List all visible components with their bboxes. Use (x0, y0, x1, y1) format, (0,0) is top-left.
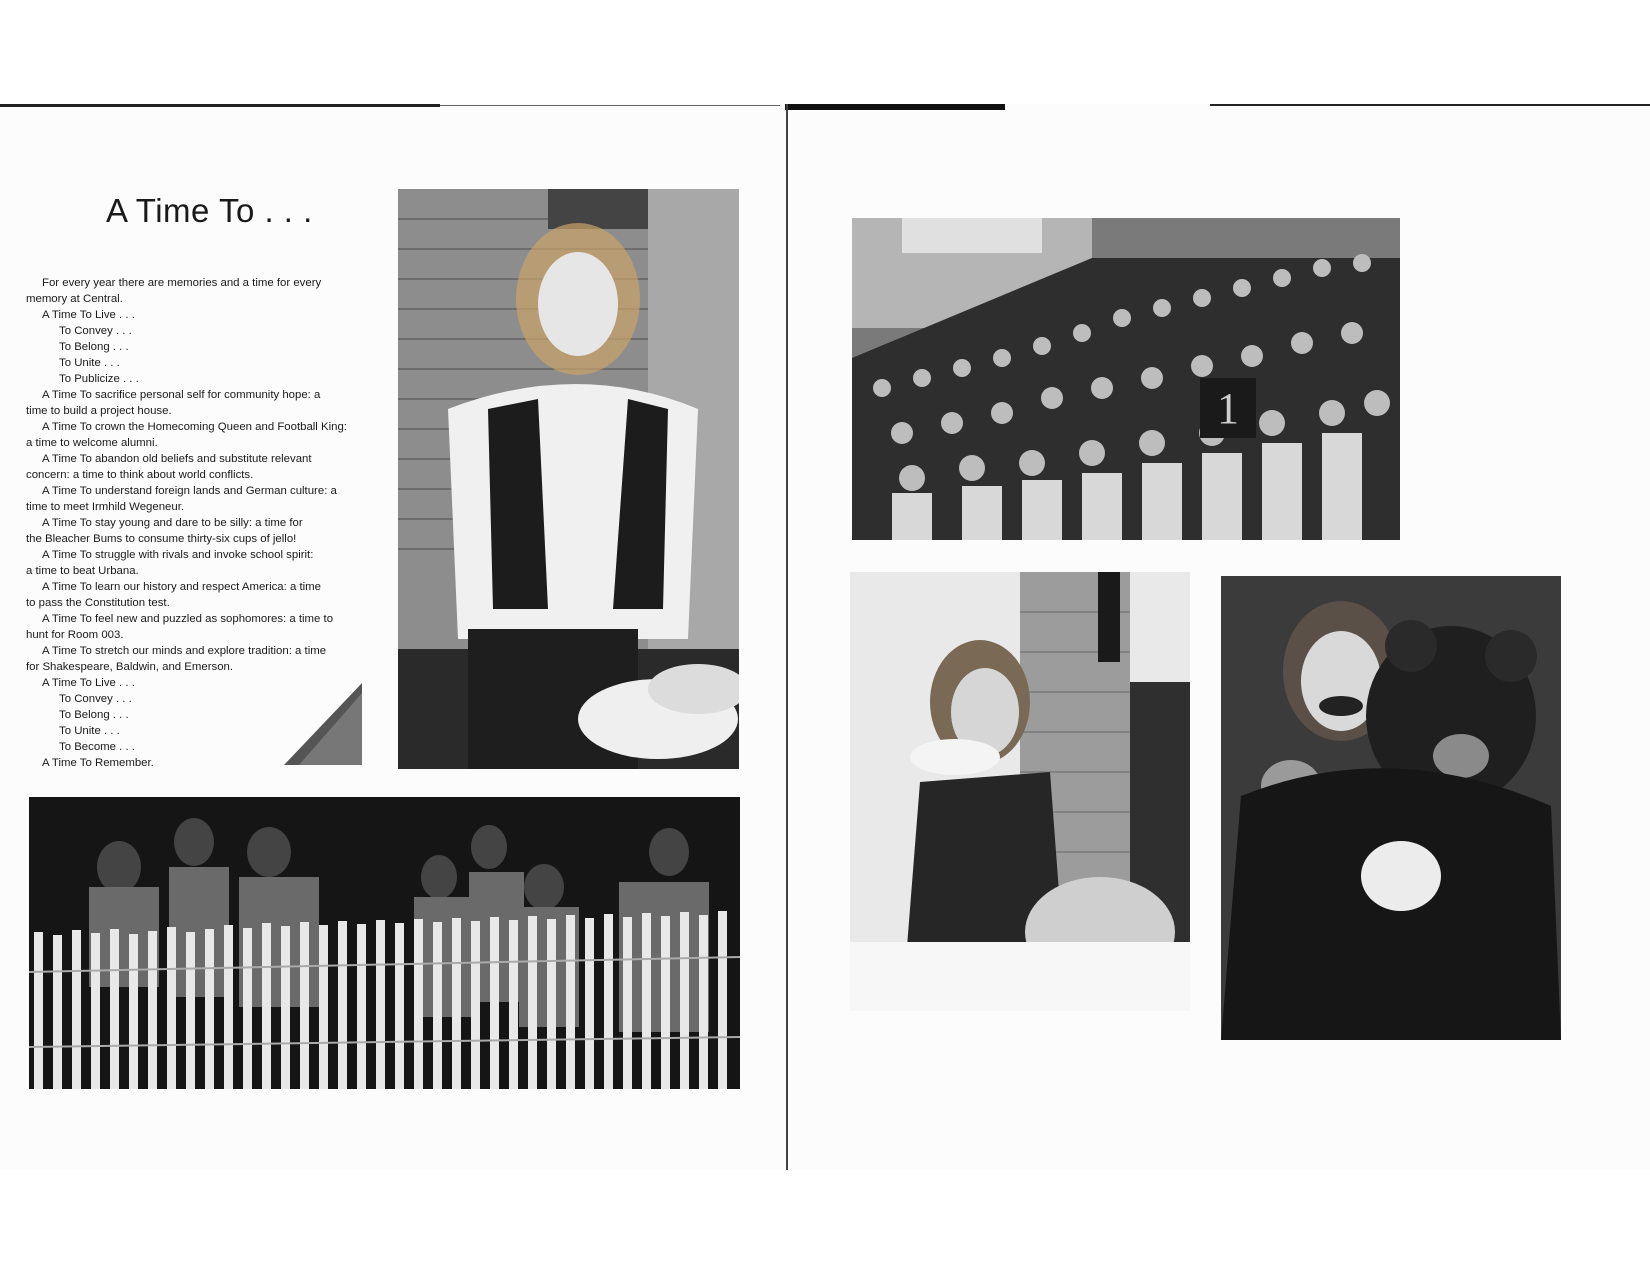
text-line: To Belong . . . (59, 709, 129, 721)
text-line: To Publicize . . . (59, 373, 139, 385)
text-line: A Time To feel new and puzzled as sophomores: a time to (42, 613, 334, 625)
text-line: A Time To Live . . . (42, 677, 135, 689)
torn-corner-scrap (284, 683, 362, 765)
text-line: hunt for Room 003. (26, 629, 124, 641)
text-line: memory at Central. (26, 293, 123, 305)
text-line: To Unite . . . (59, 725, 120, 737)
text-line: To Become . . . (59, 741, 135, 753)
page-title: A Time To . . . (106, 192, 313, 229)
text-line: concern: a time to think about world conflicts. (26, 469, 254, 481)
text-line: to pass the Constitution test. (26, 597, 170, 609)
text-line: A Time To stretch our minds and explore tradition: a time (42, 645, 327, 657)
photo-crowd-in-bleachers (852, 218, 1400, 540)
text-line: a time to beat Urbana. (26, 565, 139, 577)
text-line: for Shakespeare, Baldwin, and Emerson. (26, 661, 234, 673)
page-edge-shadow (1210, 104, 1650, 106)
text-line: the Bleacher Bums to consume thirty-six cups of jello! (26, 533, 297, 545)
page-edge-shadow (440, 105, 780, 106)
jersey-number: 1 (1217, 384, 1239, 433)
text-line: For every year there are memories and a time for every (42, 277, 322, 289)
text-line: A Time To Remember. (42, 757, 154, 769)
text-line: A Time To crown the Homecoming Queen and Football King: (42, 421, 347, 433)
text-line: time to meet Irmhild Wegeneur. (26, 501, 185, 513)
text-line: To Convey . . . (59, 693, 132, 705)
page-edge-shadow (785, 104, 1005, 110)
text-line: A Time To Live . . . (42, 309, 135, 321)
photo-girl-with-teddy-bear (1221, 576, 1561, 1040)
text-line: To Unite . . . (59, 357, 120, 369)
text-line: time to build a project house. (26, 405, 172, 417)
photo-girl-with-flowers (850, 572, 1190, 1011)
text-line: A Time To sacrifice personal self for community hope: a (42, 389, 321, 401)
text-line: A Time To struggle with rivals and invoke school spirit: (42, 549, 314, 561)
text-line: To Belong . . . (59, 341, 129, 353)
text-line: A Time To learn our history and respect America: a time (42, 581, 321, 593)
book-gutter (786, 104, 788, 1170)
text-line: A Time To understand foreign lands and German culture: a (42, 485, 337, 497)
text-line: To Convey . . . (59, 325, 132, 337)
text-line: a time to welcome alumni. (26, 437, 158, 449)
text-line: A Time To stay young and dare to be silly: a time for (42, 517, 303, 529)
page-edge-shadow (0, 104, 440, 107)
photo-girl-in-vest (398, 189, 739, 769)
photo-students-behind-fence (29, 797, 740, 1089)
text-line: A Time To abandon old beliefs and substitute relevant (42, 453, 312, 465)
